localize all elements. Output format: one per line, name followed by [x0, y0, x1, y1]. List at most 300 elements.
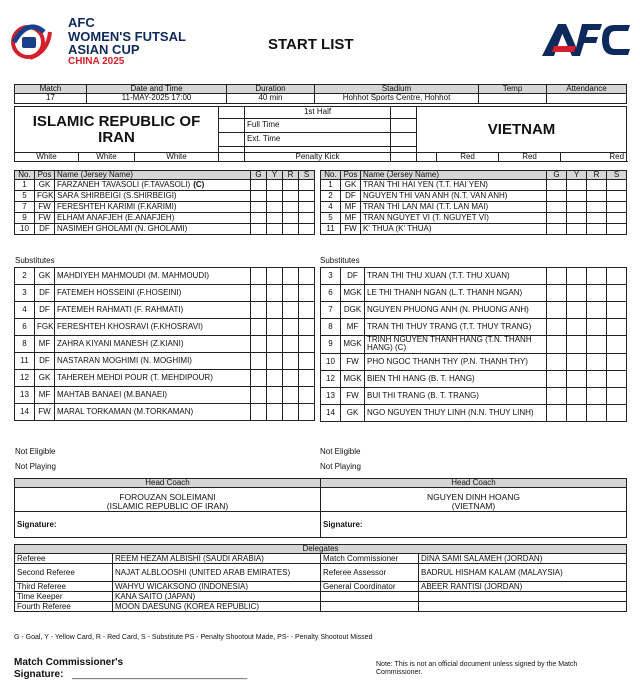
stat-y-cell[interactable]	[567, 302, 587, 319]
stat-g-cell[interactable]	[547, 268, 567, 285]
stat-g-cell[interactable]	[547, 285, 567, 302]
stat-s-cell[interactable]	[299, 224, 315, 235]
stat-s-cell[interactable]	[299, 336, 315, 353]
stat-s-cell[interactable]	[607, 268, 627, 285]
player-position: FW	[341, 224, 361, 235]
stat-s-cell[interactable]	[607, 213, 627, 224]
player-name: MARAL TORKAMAN (M.TORKAMAN)	[57, 406, 194, 416]
col-g: G	[547, 171, 567, 180]
col-r: R	[587, 171, 607, 180]
stat-s-cell[interactable]	[607, 202, 627, 213]
player-name: NASIMEH GHOLAMI (N. GHOLAMI)	[57, 224, 188, 234]
stat-r-cell[interactable]	[283, 370, 299, 387]
stat-r-cell[interactable]	[587, 370, 607, 387]
player-name-cell	[55, 319, 251, 336]
player-number: 7	[321, 302, 341, 319]
col-s: S	[607, 171, 627, 180]
player-position: GK	[341, 404, 365, 421]
match-number: 17	[15, 94, 87, 103]
player-number: 5	[321, 213, 341, 224]
player-position: GK	[35, 370, 55, 387]
player-name-cell	[55, 180, 251, 191]
col-no: No.	[15, 171, 35, 180]
stat-r-cell[interactable]	[587, 353, 607, 370]
legend-text: G - Goal, Y - Yellow Card, R - Red Card, S - Substitute PS - Penalty Shootout Made, PS- - Penalty Shootout Missed	[14, 634, 373, 641]
player-name: TRAN THI THUY TRANG (T.T. THUY TRANG)	[367, 321, 532, 331]
player-number: 6	[15, 319, 35, 336]
delegate-role: Referee Assessor	[321, 564, 419, 582]
stat-y-cell[interactable]	[267, 224, 283, 235]
delegate-role: Second Referee	[15, 564, 113, 582]
player-name: TRAN THI THU XUAN (T.T. THU XUAN)	[367, 270, 510, 280]
temp-value	[479, 94, 547, 103]
stat-y-cell[interactable]	[567, 191, 587, 202]
match-duration: 40 min	[227, 94, 315, 103]
stat-g-cell[interactable]	[251, 319, 267, 336]
stat-y-cell[interactable]	[567, 387, 587, 404]
away-signature-label: Signature:	[323, 519, 363, 529]
period-full-time: Full Time	[245, 119, 391, 133]
stat-g-cell[interactable]	[251, 404, 267, 421]
player-position: MF	[341, 202, 361, 213]
stat-r-cell[interactable]	[587, 191, 607, 202]
stat-g-cell[interactable]	[547, 224, 567, 235]
stat-g-cell[interactable]	[547, 370, 567, 387]
delegate-role: Referee	[15, 554, 113, 564]
player-row	[15, 268, 315, 285]
captain-mark: (C)	[193, 180, 205, 190]
stat-g-cell[interactable]	[251, 387, 267, 404]
player-row	[15, 202, 315, 213]
player-row	[321, 213, 627, 224]
delegate-role: Third Referee	[15, 582, 113, 592]
home-substitutes-label: Substitutes	[15, 256, 55, 265]
player-number: 12	[15, 370, 35, 387]
player-name: MAHTAB BANAEI (M.BANAEI)	[57, 389, 168, 399]
player-name: NASTARAN MOGHIMI (N. MOGHIMI)	[57, 355, 192, 365]
player-row	[321, 387, 627, 404]
stadium-name: Hohhot Sports Centre, Hohhot	[315, 94, 479, 103]
stat-g-cell[interactable]	[547, 353, 567, 370]
logo-line2: WOMEN'S FUTSAL	[68, 29, 186, 44]
player-row	[15, 191, 315, 202]
stat-g-cell[interactable]	[251, 202, 267, 213]
player-row	[321, 319, 627, 336]
player-number: 13	[321, 387, 341, 404]
player-position: FW	[35, 202, 55, 213]
stat-r-cell[interactable]	[283, 319, 299, 336]
player-position: FGK	[35, 319, 55, 336]
home-signature-field[interactable]	[15, 512, 321, 538]
player-name-cell	[365, 336, 547, 354]
delegates-table	[14, 544, 627, 612]
stat-r-cell[interactable]	[587, 319, 607, 336]
stat-s-cell[interactable]	[607, 387, 627, 404]
player-number: 14	[15, 404, 35, 421]
away-lineup-table	[320, 170, 627, 235]
stat-y-cell[interactable]	[567, 336, 587, 354]
stat-y-cell[interactable]	[567, 213, 587, 224]
player-name-cell	[55, 387, 251, 404]
player-position: MF	[341, 319, 365, 336]
player-name: TRINH NGUYEN THANH HANG (T.N. THANH HANG) (C)	[367, 335, 532, 353]
stat-y-cell[interactable]	[267, 319, 283, 336]
period-penalty-kick: Penalty Kick	[245, 153, 391, 162]
player-row	[321, 370, 627, 387]
stat-y-cell[interactable]	[267, 370, 283, 387]
stat-g-cell[interactable]	[251, 213, 267, 224]
stat-r-cell[interactable]	[587, 213, 607, 224]
stat-s-cell[interactable]	[607, 180, 627, 191]
player-name: FARZANEH TAVASOLI (F.TAVASOLI)	[57, 180, 191, 190]
away-not-playing: Not Playing	[320, 462, 361, 471]
stat-g-cell[interactable]	[547, 336, 567, 354]
stat-s-cell[interactable]	[607, 404, 627, 421]
stat-g-cell[interactable]	[251, 224, 267, 235]
away-head-coach-name: NGUYEN DINH HOANG	[426, 491, 521, 502]
player-name-cell	[361, 180, 547, 191]
home-color-1: White	[15, 153, 79, 162]
delegate-name: KANA SAITO (JAPAN)	[113, 592, 321, 602]
away-team-name: VIETNAM	[417, 107, 627, 153]
player-position: DF	[341, 191, 361, 202]
disclaimer-note: Note: This is not an official document unless signed by the Match Commissioner.	[376, 661, 578, 677]
player-number: 9	[15, 213, 35, 224]
stat-g-cell[interactable]	[251, 180, 267, 191]
player-row	[15, 353, 315, 370]
stat-r-cell[interactable]	[283, 180, 299, 191]
stat-s-cell[interactable]	[607, 224, 627, 235]
player-name: ZAHRA KIYANI MANESH (Z.KIANI)	[57, 338, 184, 348]
away-substitutes-label: Substitutes	[320, 256, 360, 265]
stat-s-cell[interactable]	[299, 302, 315, 319]
player-name: BIEN THI HANG (B. T. HANG)	[367, 373, 475, 383]
stat-g-cell[interactable]	[251, 353, 267, 370]
stat-g-cell[interactable]	[251, 370, 267, 387]
delegate-row	[15, 582, 627, 592]
delegate-name: NAJAT ALBLOOSHI (UNITED ARAB EMIRATES)	[113, 564, 321, 582]
stat-y-cell[interactable]	[267, 404, 283, 421]
player-number: 7	[15, 202, 35, 213]
stat-y-cell[interactable]	[267, 387, 283, 404]
stat-g-cell[interactable]	[547, 404, 567, 421]
col-y: Y	[267, 171, 283, 180]
away-subs-table	[320, 267, 627, 422]
home-team-name: ISLAMIC REPUBLIC OF IRAN	[15, 107, 219, 153]
stat-y-cell[interactable]	[267, 180, 283, 191]
player-number: 4	[321, 202, 341, 213]
player-row	[15, 302, 315, 319]
home-color-2: White	[79, 153, 135, 162]
logo-line4: CHINA 2025	[68, 56, 125, 67]
stat-y-cell[interactable]	[567, 319, 587, 336]
player-number: 2	[321, 191, 341, 202]
player-number: 4	[15, 302, 35, 319]
temp-header: Temp	[479, 85, 547, 94]
stat-s-cell[interactable]	[607, 336, 627, 354]
stat-s-cell[interactable]	[299, 353, 315, 370]
player-number: 2	[15, 268, 35, 285]
delegate-role: Match Commissioner	[321, 554, 419, 564]
stat-s-cell[interactable]	[607, 302, 627, 319]
home-signature-label: Signature:	[17, 519, 57, 529]
stat-r-cell[interactable]	[283, 285, 299, 302]
stat-g-cell[interactable]	[547, 302, 567, 319]
player-row	[321, 336, 627, 354]
stat-y-cell[interactable]	[267, 336, 283, 353]
player-position: DF	[35, 224, 55, 235]
player-position: FW	[341, 353, 365, 370]
mc-signature-line[interactable]: ___________________________________	[72, 669, 248, 679]
col-name: Name (Jersey Name)	[361, 171, 547, 180]
col-pos: Pos	[341, 171, 361, 180]
stat-s-cell[interactable]	[299, 202, 315, 213]
player-name-cell	[55, 191, 251, 202]
away-color-1: Red	[437, 153, 499, 162]
period-1st-half: 1st Half	[245, 107, 391, 119]
stat-r-cell[interactable]	[283, 202, 299, 213]
player-row	[321, 404, 627, 421]
col-pos: Pos	[35, 171, 55, 180]
duration-header: Duration	[227, 85, 315, 94]
away-signature-field[interactable]	[321, 512, 627, 538]
stat-y-cell[interactable]	[567, 404, 587, 421]
stat-g-cell[interactable]	[251, 285, 267, 302]
stat-s-cell[interactable]	[607, 191, 627, 202]
player-name: BUI THI TRANG (B. T. TRANG)	[367, 390, 479, 400]
stat-r-cell[interactable]	[587, 268, 607, 285]
stat-y-cell[interactable]	[267, 213, 283, 224]
player-position: MGK	[341, 336, 365, 354]
player-name: NGUYEN THI VAN ANH (N.T. VAN ANH)	[363, 191, 508, 201]
stat-s-cell[interactable]	[299, 285, 315, 302]
player-position: FW	[35, 213, 55, 224]
match-info-table	[14, 84, 627, 104]
stat-y-cell[interactable]	[267, 268, 283, 285]
stat-r-cell[interactable]	[283, 268, 299, 285]
stat-s-cell[interactable]	[607, 285, 627, 302]
mc-signature-label-2: Signature:	[14, 669, 64, 680]
stat-y-cell[interactable]	[267, 302, 283, 319]
stat-y-cell[interactable]	[567, 180, 587, 191]
home-head-coach-name: FOROUZAN SOLEIMANI	[119, 491, 216, 502]
logo-afc: AFC	[68, 15, 95, 30]
player-name-cell	[55, 353, 251, 370]
delegate-role	[321, 592, 419, 602]
stat-r-cell[interactable]	[587, 224, 607, 235]
stat-y-cell[interactable]	[267, 202, 283, 213]
player-position: FW	[35, 404, 55, 421]
player-name-cell	[361, 191, 547, 202]
player-position: MGK	[341, 370, 365, 387]
player-name: NGO NGUYEN THUY LINH (N.N. THUY LINH)	[367, 407, 534, 417]
player-row	[15, 370, 315, 387]
stat-r-cell[interactable]	[587, 302, 607, 319]
stat-r-cell[interactable]	[283, 191, 299, 202]
stadium-header: Stadium	[315, 85, 479, 94]
player-name-cell	[55, 213, 251, 224]
player-number: 11	[15, 353, 35, 370]
away-color-3: Red	[561, 153, 627, 162]
player-row	[15, 213, 315, 224]
player-name: TRAN NGUYET VI (T. NGUYET VI)	[363, 213, 489, 223]
stat-r-cell[interactable]	[283, 213, 299, 224]
player-position: DF	[35, 353, 55, 370]
delegate-name: REEM HEZAM ALBISHI (SAUDI ARABIA)	[113, 554, 321, 564]
mc-signature-label-1: Match Commissioner's	[14, 657, 124, 668]
player-name-cell	[55, 404, 251, 421]
stat-r-cell[interactable]	[283, 404, 299, 421]
player-number: 3	[15, 285, 35, 302]
stat-r-cell[interactable]	[283, 353, 299, 370]
player-position: DF	[35, 285, 55, 302]
delegate-row	[15, 602, 627, 612]
delegate-role	[321, 602, 419, 612]
delegate-row	[15, 554, 627, 564]
stat-s-cell[interactable]	[607, 370, 627, 387]
stat-r-cell[interactable]	[587, 404, 607, 421]
stat-s-cell[interactable]	[299, 370, 315, 387]
player-number: 13	[15, 387, 35, 404]
player-row	[15, 285, 315, 302]
player-name: FERESHTEH KHOSRAVI (F.KHOSRAVI)	[57, 321, 203, 331]
player-number: 6	[321, 285, 341, 302]
stat-r-cell[interactable]	[283, 302, 299, 319]
player-name-cell	[365, 353, 547, 370]
period-ext-time: Ext. Time	[245, 133, 391, 147]
delegate-name: MOON DAESUNG (KOREA REPUBLIC)	[113, 602, 321, 612]
col-s: S	[299, 171, 315, 180]
player-name-cell	[55, 224, 251, 235]
teams-score-table	[14, 106, 627, 162]
player-name: TRAN THI HAI YEN (T.T. HAI YEN)	[363, 180, 488, 190]
player-row	[321, 224, 627, 235]
delegate-name	[419, 602, 627, 612]
stat-y-cell[interactable]	[567, 202, 587, 213]
match-header: Match	[15, 85, 87, 94]
stat-g-cell[interactable]	[547, 319, 567, 336]
stat-s-cell[interactable]	[299, 180, 315, 191]
col-no: No.	[321, 171, 341, 180]
stat-r-cell[interactable]	[283, 224, 299, 235]
player-name-cell	[361, 224, 547, 235]
player-number: 3	[321, 268, 341, 285]
player-name-cell	[55, 202, 251, 213]
player-number: 1	[15, 180, 35, 191]
home-lineup-table	[14, 170, 315, 235]
page-title: START LIST	[268, 36, 354, 53]
player-position: GK	[341, 180, 361, 191]
stat-y-cell[interactable]	[567, 224, 587, 235]
stat-s-cell[interactable]	[607, 319, 627, 336]
player-number: 12	[321, 370, 341, 387]
player-number: 10	[321, 353, 341, 370]
stat-s-cell[interactable]	[607, 353, 627, 370]
player-name: PHO NGOC THANH THY (P.N. THANH THY)	[367, 356, 528, 366]
stat-g-cell[interactable]	[547, 202, 567, 213]
stat-y-cell[interactable]	[267, 191, 283, 202]
player-position: GK	[35, 180, 55, 191]
stat-g-cell[interactable]	[251, 302, 267, 319]
stat-r-cell[interactable]	[587, 387, 607, 404]
player-row	[321, 302, 627, 319]
tournament-logo	[4, 12, 64, 68]
player-number: 11	[321, 224, 341, 235]
stat-y-cell[interactable]	[567, 268, 587, 285]
player-row	[15, 387, 315, 404]
player-row	[15, 180, 315, 191]
delegate-name: DINA SAMI SALAMEH (JORDAN)	[419, 554, 627, 564]
player-name: TRAN THI LAN MAI (T.T. LAN MAI)	[363, 202, 489, 212]
player-position: DF	[35, 302, 55, 319]
player-position: MF	[35, 387, 55, 404]
player-number: 8	[321, 319, 341, 336]
stat-s-cell[interactable]	[299, 319, 315, 336]
stat-y-cell[interactable]	[267, 285, 283, 302]
col-g: G	[251, 171, 267, 180]
stat-y-cell[interactable]	[267, 353, 283, 370]
delegate-name: BADRUL HISHAM KALAM (MALAYSIA)	[419, 564, 627, 582]
stat-g-cell[interactable]	[547, 387, 567, 404]
stat-y-cell[interactable]	[567, 353, 587, 370]
head-coach-table	[14, 478, 627, 538]
player-name-cell	[55, 370, 251, 387]
stat-r-cell[interactable]	[587, 202, 607, 213]
stat-r-cell[interactable]	[587, 180, 607, 191]
stat-g-cell[interactable]	[251, 336, 267, 353]
delegates-header: Delegates	[15, 545, 627, 554]
stat-s-cell[interactable]	[299, 191, 315, 202]
player-row	[15, 224, 315, 235]
player-position: FGK	[35, 191, 55, 202]
stat-s-cell[interactable]	[299, 268, 315, 285]
stat-g-cell[interactable]	[547, 213, 567, 224]
player-name-cell	[361, 213, 547, 224]
delegate-role: General Coordinator	[321, 582, 419, 592]
player-name: FERESHTEH KARIMI (F.KARIMI)	[57, 202, 177, 212]
stat-g-cell[interactable]	[547, 191, 567, 202]
stat-s-cell[interactable]	[299, 213, 315, 224]
home-not-eligible: Not Eligible	[15, 447, 56, 456]
player-position: FW	[341, 387, 365, 404]
stat-g-cell[interactable]	[251, 191, 267, 202]
player-name-cell	[365, 404, 547, 421]
stat-r-cell[interactable]	[587, 285, 607, 302]
delegate-row	[15, 564, 627, 582]
stat-y-cell[interactable]	[567, 370, 587, 387]
attendance-header: Attendance	[547, 85, 627, 94]
player-row	[321, 202, 627, 213]
stat-g-cell[interactable]	[251, 268, 267, 285]
player-number: 8	[15, 336, 35, 353]
stat-g-cell[interactable]	[547, 180, 567, 191]
afc-logo	[540, 22, 632, 58]
col-name: Name (Jersey Name)	[55, 171, 251, 180]
player-name-cell	[365, 285, 547, 302]
delegate-role: Time Keeper	[15, 592, 113, 602]
player-name-cell	[361, 202, 547, 213]
stat-r-cell[interactable]	[283, 387, 299, 404]
stat-s-cell[interactable]	[299, 387, 315, 404]
stat-r-cell[interactable]	[587, 336, 607, 354]
stat-y-cell[interactable]	[567, 285, 587, 302]
home-head-coach-header: Head Coach	[15, 479, 321, 488]
player-position: MGK	[341, 285, 365, 302]
stat-s-cell[interactable]	[299, 404, 315, 421]
player-number: 10	[15, 224, 35, 235]
delegate-role: Fourth Referee	[15, 602, 113, 612]
stat-r-cell[interactable]	[283, 336, 299, 353]
